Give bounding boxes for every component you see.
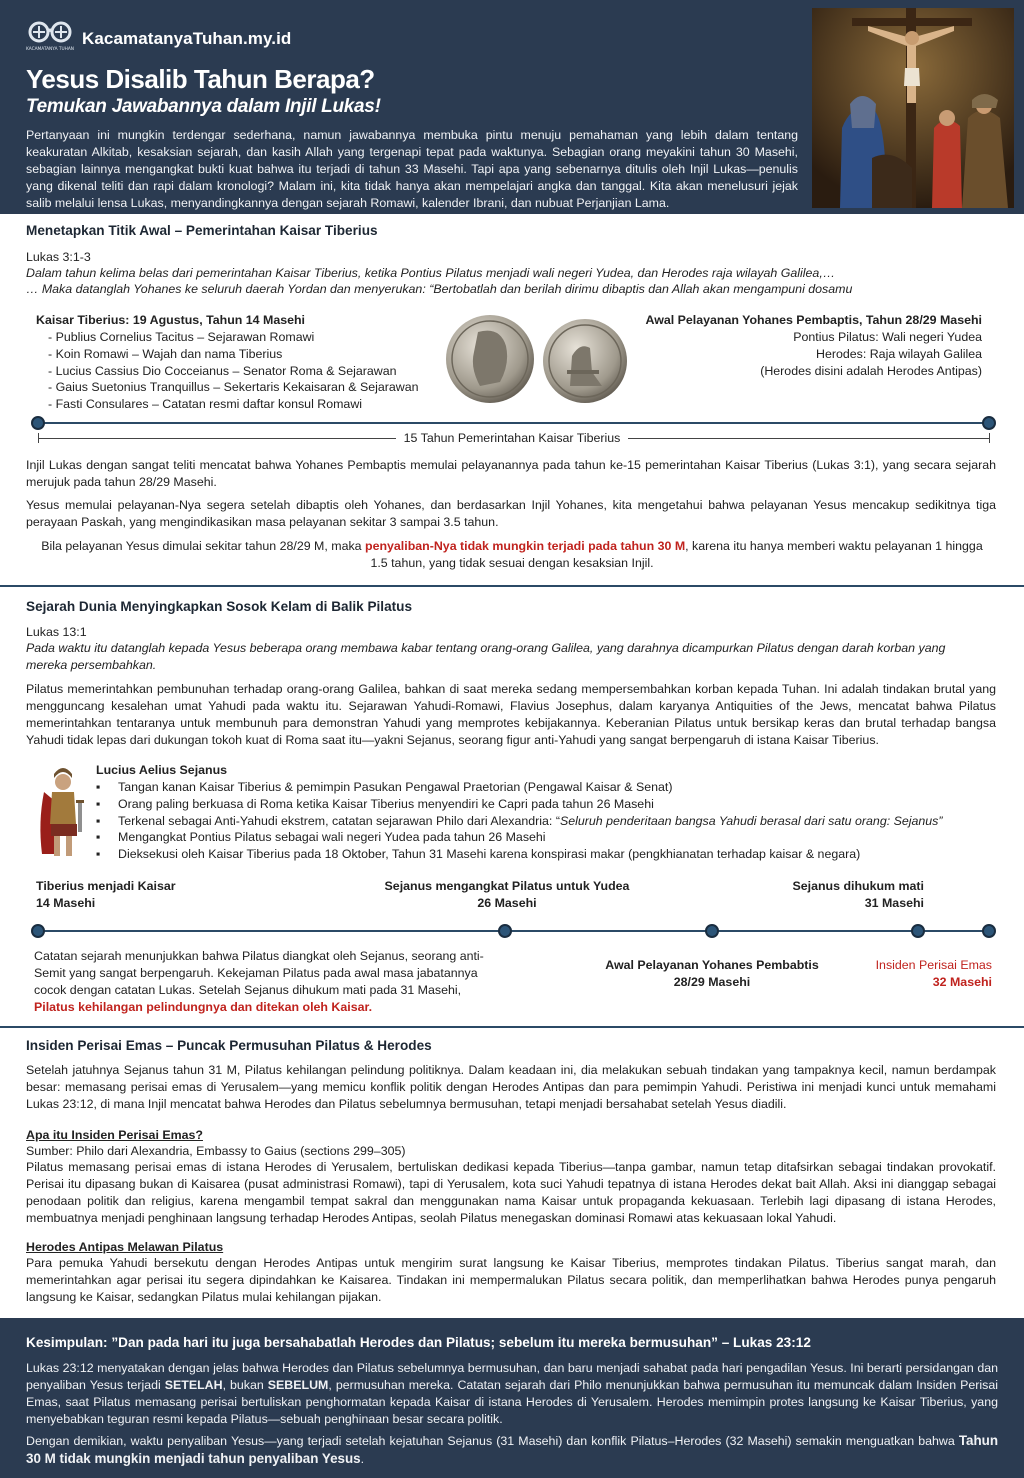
tiberius-timeline-line xyxy=(38,422,990,424)
tiberius-sources-list xyxy=(36,312,419,413)
section2-paragraph1: Pilatus memerintahkan pembunuhan terhadap orang-orang Galilea, bahkan di saat mereka sedang mempersembahkan korban kepada Tuhan. Ini adalah tindakan brutal yang mengguncang kesalehan umat Yahudi pada waktu itu. Sejarawan Yahudi-Romawi, Flavius Josephus, dalam karyanya Antiquities of the Jews, mencatat bahwa Pilatus memerintahkan tentaranya untuk membunuh para demonstran Yahudi yang memprotes kebijakannya. Keberanian Pilatus untuk bersikap keras dan brutal terhadap bangsa Yahudi tidak lepas dari dukungan tokoh kuat di Roma saat itu—yakni Sejanus, seorang figur anti-Yahudi yang sangat berpengaruh di istana Kaisar Tiberius. xyxy=(26,682,996,747)
highlight-text: penyaliban-Nya tidak mungkin terjadi pada tahun 30 M xyxy=(365,539,686,553)
john-baptist-start-heading: Awal Pelayanan Yohanes Pembaptis, Tahun 28/29 Masehi xyxy=(645,313,982,327)
brand[interactable] xyxy=(26,17,291,61)
brand-name[interactable]: KacamatanyaTuhan.my.id xyxy=(82,29,292,49)
event-label: Sejanus mengangkat Pilatus untuk Yudea xyxy=(384,879,630,893)
john-baptist-start-block xyxy=(645,312,982,379)
sejanus-note xyxy=(34,948,504,1015)
section2-reference: Lukas 13:1 xyxy=(26,625,87,639)
event-label: Insiden Perisai Emas xyxy=(875,958,992,972)
text-span: Dengan demikian, waktu penyaliban Yesus—yang terjadi setelah kejatuhan Sejanus (31 Masehi) dan konflik Pilatus–Herodes (32 Masehi) semakin menguatkan bahwa xyxy=(26,1434,959,1448)
text-span: , permusuhan mereka. Catatan sejarah dari Philo menunjukkan bahwa permusuhan itu memuncak dalam Insiden Perisai Emas, saat Pilatus memasang perisai bertuliskan penghormatan kepada Kaisar di istana Herodes di Yerusalem. Herodes memimpin protes langsung ke Kaisar Tiberius, yang menyebabkan teguran resmi kepada Pilatus—sebuah penghinaan besar secara politik. xyxy=(26,1377,998,1426)
bullet-icon: ▪ xyxy=(96,796,101,811)
conclusion-paragraph2 xyxy=(26,1432,998,1468)
section1-quote-line2: … Maka datanglah Yohanes ke seluruh daerah Yordan dan menyerukan: “Bertobatlah dan berilah dirimu dibaptis dan Allah akan mengampuni dosamu xyxy=(26,282,853,296)
text-span: Lukas 23:12 menyatakan dengan jelas bahwa Herodes dan Pilatus sebelumnya bermusuhan, dan baru menjadi sahabat pada hari pengadilan Yesus. Ini berarti persidangan dan penyaliban Yesus terjadi xyxy=(26,1361,998,1392)
list-item: - Lucius Cassius Dio Cocceianus – Senator Roma & Sejarawan xyxy=(48,363,397,378)
emphasis-text: SEBELUM xyxy=(267,1377,329,1392)
sejanus-heading: Lucius Aelius Sejanus xyxy=(96,763,228,777)
conclusion-title: Kesimpulan: ”Dan pada hari itu juga bersahabatlah Herodes dan Pilatus; sebelum itu mereka bermusuhan” – Lukas 23:12 xyxy=(26,1335,811,1350)
list-item: Herodes: Raja wilayah Galilea xyxy=(816,346,982,361)
bullet-icon: ▪ xyxy=(96,847,101,862)
timeline-marker-28-29 xyxy=(705,924,719,938)
text-span: , karena itu hanya memberi waktu pelayanan 1 hingga 1.5 tahun, yang tidak sesuai dengan kesaksian Injil. xyxy=(370,539,983,570)
event-label: Awal Pelayanan Yohanes Pembabtis xyxy=(605,958,819,972)
event-date: 26 Masehi xyxy=(477,895,537,910)
section-divider xyxy=(0,585,1024,587)
text-span: , bukan xyxy=(222,1377,268,1392)
section1-paragraph3 xyxy=(40,538,984,572)
timeline-marker-start xyxy=(31,416,45,430)
event-sejanus-executed xyxy=(792,878,924,911)
list-item: Dieksekusi oleh Kaisar Tiberius pada 18 Oktober, Tahun 31 Masehi karena konspirasi makar (pengkhianatan terhadap kaisar & negara) xyxy=(118,847,861,862)
text-span: . xyxy=(360,1452,365,1467)
emphasis-text: Tahun 30 M tidak mungkin menjadi tahun penyaliban Yesus xyxy=(26,1433,998,1467)
event-john-baptist-start xyxy=(596,957,828,990)
event-label: Sejanus dihukum mati xyxy=(792,879,924,893)
timeline-marker-26 xyxy=(498,924,512,938)
event-label: Tiberius menjadi Kaisar xyxy=(36,879,176,893)
section2-quote: Pada waktu itu datanglah kepada Yesus beberapa orang membawa kabar tentang orang-orang Galilea, yang darahnya dicampurkan Pilatus dengan darah korban yang mereka persembahkan. xyxy=(26,641,946,672)
section1-reference: Lukas 3:1-3 xyxy=(26,250,91,264)
event-sejanus-appoints-pilate xyxy=(362,878,652,911)
tiberius-sources-heading: Kaisar Tiberius: 19 Agustus, Tahun 14 Masehi xyxy=(36,313,305,327)
event-date: 28/29 Masehi xyxy=(673,974,751,989)
list-item: Tangan kanan Kaisar Tiberius & pemimpin Pasukan Pengawal Praetorian (Pengawal Kaisar & Senat) xyxy=(118,779,673,794)
section3-title: Insiden Perisai Emas – Puncak Permusuhan Pilatus & Herodes xyxy=(26,1038,432,1053)
list-item: - Fasti Consulares – Catatan resmi daftar konsul Romawi xyxy=(48,397,363,412)
timeline-marker-32 xyxy=(982,924,996,938)
bullet-icon: ▪ xyxy=(96,830,101,845)
crucifixion-painting-image xyxy=(812,8,1014,208)
herod-vs-pilate-subheading: Herodes Antipas Melawan Pilatus xyxy=(26,1240,224,1254)
event-tiberius-emperor xyxy=(36,878,176,911)
bullet-icon: ▪ xyxy=(96,813,101,828)
glasses-logo-icon xyxy=(26,17,74,61)
list-item: Orang paling berkuasa di Roma ketika Kaisar Tiberius menyendiri ke Capri pada tahun 26 Masehi xyxy=(118,796,654,811)
logo-text: KACAMATANYA TUHAN xyxy=(26,47,74,52)
timeline-marker-31 xyxy=(911,924,925,938)
intro-paragraph: Pertanyaan ini mungkin terdengar sederhana, namun jawabannya membuka pintu menuju pemahaman yang lebih dalam tentang keakuratan Alkitab, kesaksian sejarah, dan kasih Allah yang tergenapi tepat pada waktunya. Sebagian orang meyakini tahun 30 Masehi, sebagian lainnya mengangkat bukti kuat bahwa itu terjadi di tahun 33 Masehi. Tapi apa yang sebenarnya ditulis oleh Injil Lukas—penulis yang dikenal teliti dan rapi dalam kronologi? Malam ini, kita tidak hanya akan mempelajari angka dan tanggal. Kita akan menelusuri jejak salib melalui lensa Lukas, menyandingkannya dengan sejarah Romawi, kalender Ibrani, dan nubuat Perjanjian Lama. xyxy=(26,128,798,211)
sejanus-facts xyxy=(96,762,996,863)
header-banner xyxy=(0,0,1024,214)
page-subtitle: Temukan Jawabannya dalam Injil Lukas! xyxy=(26,96,381,117)
section3-paragraph2: Pilatus memasang perisai emas di istana Herodes di Yerusalem, bertuliskan dedikasi kepada Tiberius—tanpa gambar, namun tetap ditafsirkan sebagai tindakan provokatif. Perisai itu dipasang bukan di Kaisarea (pusat administrasi Romawi), tapi di Yerusalem, kota suci Yahudi tepatnya di istana Herodes dekat bait Allah. Aksi ini dianggap sebagai penodaan politik dan religius, karena mengambil tempat sakral dan menggunakan nama Kaisar untuk propaganda kekuasaan. Terlebih lagi dipasang di istana Herodes, membuatnya menjadi penghinaan langsung terhadap Herodes Antipas, seolah Pilatus menegaskan dominasi Romawi atas kekuasaan lokal Yahudi. xyxy=(26,1160,996,1225)
event-date: 32 Masehi xyxy=(932,974,992,989)
bullet-icon: ▪ xyxy=(96,779,101,794)
list-item: Pontius Pilatus: Wali negeri Yudea xyxy=(793,329,982,344)
history-timeline-line xyxy=(38,930,990,932)
text-span: Terkenal sebagai Anti-Yahudi ekstrem, catatan sejarawan Philo dari Alexandria: “ xyxy=(118,813,560,828)
roman-soldier-image xyxy=(34,762,92,862)
page-title: Yesus Disalib Tahun Berapa? xyxy=(26,64,375,94)
section1-paragraph2: Yesus memulai pelayanan-Nya segera setelah dibaptis oleh Yohanes, dan berdasarkan Injil Yohanes, kita mengetahui bahwa pelayanan Yesus mencakup sedikitnya tiga perayaan Paskah, yang mengindikasikan masa pelayanan sekitar 3 sampai 3.5 tahun. xyxy=(26,498,996,529)
event-date: 31 Masehi xyxy=(864,895,924,910)
list-item: - Publius Cornelius Tacitus – Sejarawan Romawi xyxy=(48,329,315,344)
list-item: - Koin Romawi – Wajah dan nama Tiberius xyxy=(48,346,283,361)
list-item: Mengangkat Pontius Pilatus sebagai wali negeri Yudea pada tahun 26 Masehi xyxy=(118,830,546,845)
span-label-wrap xyxy=(0,430,1024,447)
philo-quote: Seluruh penderitaan bangsa Yahudi berasal dari satu orang: Sejanus” xyxy=(559,813,943,828)
roman-coins-image xyxy=(440,312,640,408)
section3-paragraph1: Setelah jatuhnya Sejanus tahun 31 M, Pilatus kehilangan pelindung politiknya. Dalam keadaan ini, dia melakukan sebuah tindakan yang tampaknya kecil, namun berdampak besar: memasang perisai emas di Yerusalem—yang memicu konflik politik dengan Herodes Antipas dan para pemimpin Yahudi. Peristiwa ini menjadi kunci untuk memahami Lukas 23:12, di mana Injil mencatat bahwa Herodes dan Pilatus sebelumnya bermusuhan, tetapi menjadi bersahabat setelah Yesus diadili. xyxy=(26,1063,996,1111)
event-date: 14 Masehi xyxy=(36,895,96,910)
golden-shield-source: Sumber: Philo dari Alexandria, Embassy to Gaius (sections 299–305) xyxy=(26,1144,406,1158)
timeline-marker-end xyxy=(982,416,996,430)
conclusion-paragraph1 xyxy=(26,1360,998,1427)
section2-title: Sejarah Dunia Menyingkapkan Sosok Kelam di Balik Pilatus xyxy=(26,599,413,614)
list-item xyxy=(118,813,943,830)
conclusion-panel xyxy=(0,1318,1024,1478)
text-span: Catatan sejarah menunjukkan bahwa Pilatus diangkat oleh Sejanus, seorang anti-Semit yang sangat berpengaruh. Kekejaman Pilatus pada awal masa jabatannya cocok dengan catatan Lukas. Setelah Sejanus dihukum mati pada 31 Masehi, xyxy=(34,949,484,997)
section3-paragraph3: Para pemuka Yahudi bersekutu dengan Herodes Antipas untuk mengirim surat langsung ke Kaisar Tiberius, memprotes tindakan Pilatus. Tiberius sangat marah, dan memerintahkan agar perisai itu segera dipindahkan ke Kaisarea. Tindakan ini mempermalukan Pilatus secara politik, dan memperlihatkan bahwa Herodes punya pengaruh langsung ke Kaisar, sedangkan Pilatus mulai kehilangan pijakan. xyxy=(26,1256,996,1304)
emphasis-text: SETELAH xyxy=(164,1377,223,1392)
section-divider xyxy=(0,1026,1024,1028)
event-golden-shield xyxy=(876,957,992,990)
list-item: (Herodes disini adalah Herodes Antipas) xyxy=(760,363,982,378)
golden-shield-subheading: Apa itu Insiden Perisai Emas? xyxy=(26,1128,203,1142)
section1-quote-line1: Dalam tahun kelima belas dari pemerintahan Kaisar Tiberius, ketika Pontius Pilatus menjadi wali negeri Yudea, dan Herodes raja wilayah Galilea,… xyxy=(26,266,836,280)
list-item: - Gaius Suetonius Tranquillus – Sekertaris Kekaisaran & Sejarawan xyxy=(48,380,419,395)
text-span: Bila pelayanan Yesus dimulai sekitar tahun 28/29 M, maka xyxy=(41,539,365,553)
timeline-marker-14 xyxy=(31,924,45,938)
span-label: 15 Tahun Pemerintahan Kaisar Tiberius xyxy=(396,431,629,445)
section1-title: Menetapkan Titik Awal – Pemerintahan Kaisar Tiberius xyxy=(26,223,378,238)
section1-paragraph1: Injil Lukas dengan sangat teliti mencatat bahwa Yohanes Pembaptis memulai pelayanannya pada tahun ke-15 pemerintahan Kaisar Tiberius (Lukas 3:1), yang secara sejarah merujuk pada tahun 28/29 Masehi. xyxy=(26,458,996,489)
highlight-text: Pilatus kehilangan pelindungnya dan ditekan oleh Kaisar. xyxy=(34,999,373,1014)
